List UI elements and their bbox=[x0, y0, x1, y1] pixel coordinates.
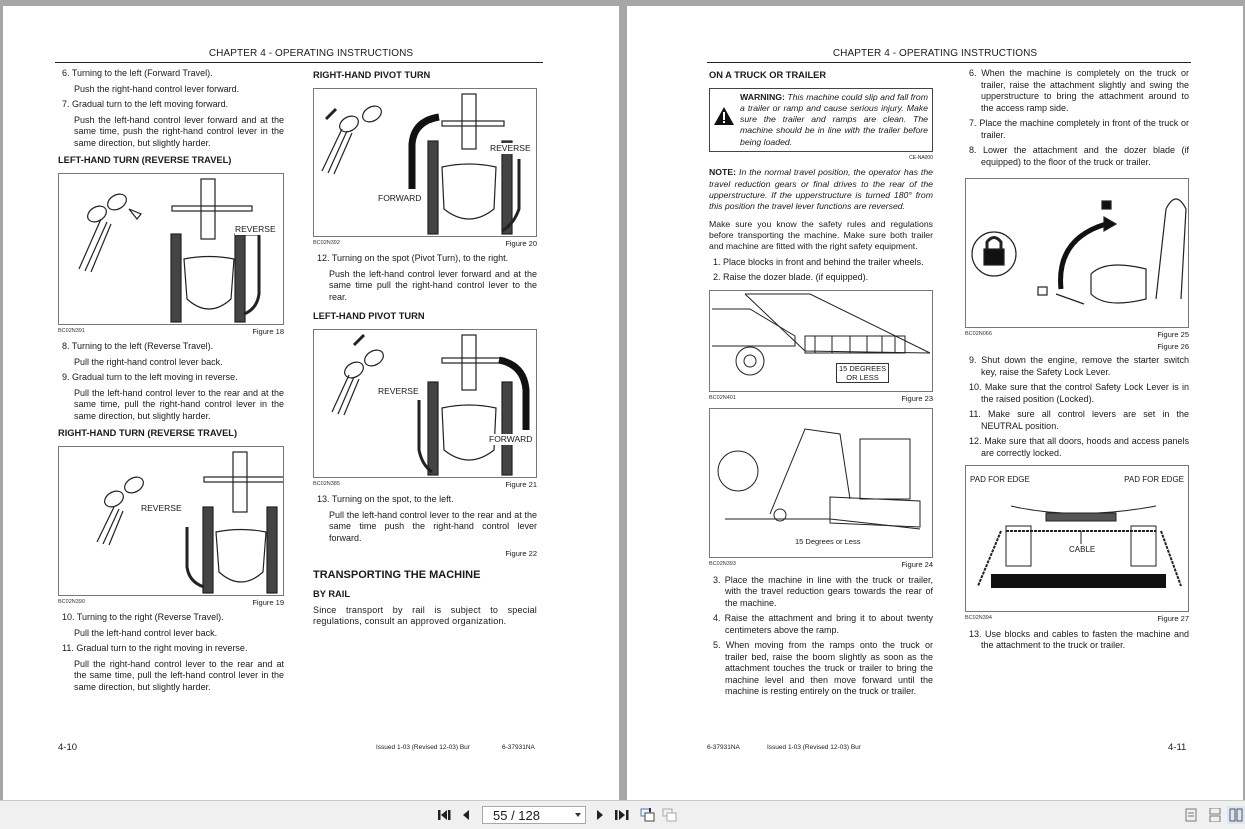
next-page-button[interactable] bbox=[594, 806, 606, 824]
chevron-down-icon bbox=[575, 813, 581, 817]
figure-24 bbox=[709, 408, 933, 558]
cable-label: CABLE bbox=[1069, 545, 1096, 554]
header-rule bbox=[707, 62, 1191, 63]
figure-27 bbox=[965, 465, 1189, 612]
warning-code: CE-NA000 bbox=[909, 154, 933, 161]
viewer-toolbar bbox=[0, 800, 1245, 829]
continuous-view-button[interactable] bbox=[1207, 806, 1223, 824]
label-reverse: REVERSE bbox=[490, 142, 531, 153]
step-6: 6. Turning to the left (Forward Travel). bbox=[62, 68, 213, 78]
subheading-truck-trailer: ON A TRUCK OR TRAILER bbox=[709, 70, 827, 80]
footer-issued: Issued 1-03 (Revised 12-03) Bur bbox=[767, 744, 861, 751]
ramp-angle-diagram bbox=[710, 291, 932, 391]
figure-21-caption: BC02N385 Figure 21 bbox=[313, 479, 537, 489]
previous-view-icon bbox=[640, 807, 656, 823]
figure-18-caption: BC02N391 Figure 18 bbox=[58, 326, 284, 336]
figure-26-caption: Figure 26 bbox=[1157, 341, 1189, 351]
rail-text: Since transport by rail is subject to special regulations, consult an approved organization. bbox=[313, 604, 537, 626]
step-2: 2. Raise the dozer blade. (if equipped). bbox=[713, 272, 869, 283]
warning-label: WARNING: bbox=[740, 91, 785, 102]
excavator-pivot-diagram bbox=[314, 89, 536, 236]
step-9-body: Pull the left-hand control lever to the rear and at the same time, pull the right-hand control lever in the same direction, but slightly harder. bbox=[74, 387, 284, 421]
machine-tie-down-diagram bbox=[966, 466, 1188, 611]
subheading-by-rail: BY RAIL bbox=[313, 589, 351, 599]
figure-24-caption: BC02N393 Figure 24 bbox=[709, 560, 933, 570]
subheading-left-hand-pivot: LEFT-HAND PIVOT TURN bbox=[313, 311, 425, 321]
section-heading-transporting: TRANSPORTING THE MACHINE bbox=[313, 568, 481, 581]
figure-23-caption: BC02N401 Figure 23 bbox=[709, 393, 933, 403]
intro-text: Make sure you know the safety rules and regulations before transporting the machine. Make sure both trailer and machine are fitted with the right safety equipment. bbox=[709, 218, 933, 252]
warning-icon bbox=[714, 107, 734, 125]
left-column-2 bbox=[313, 68, 537, 628]
two-page-icon bbox=[1229, 808, 1243, 822]
single-page-view-button[interactable] bbox=[1183, 806, 1199, 824]
step-12: 12. Turning on the spot (Pivot Turn), to the right. bbox=[317, 253, 509, 263]
previous-page-icon bbox=[462, 809, 470, 821]
next-page-icon bbox=[596, 809, 604, 821]
first-page-icon bbox=[438, 809, 452, 821]
step-6: 6. When the machine is completely on the truck or trailer, raise the attachment slightly and swing the upperstructure to bring the attachment around to the access ramp side. bbox=[969, 68, 1189, 113]
figure-21 bbox=[313, 329, 537, 478]
figure-20-caption: BC02N392 Figure 20 bbox=[313, 238, 537, 248]
warning-box bbox=[709, 88, 933, 152]
page-number-select[interactable] bbox=[482, 806, 586, 824]
pad-for-edge-left-label: PAD FOR EDGE bbox=[970, 475, 1030, 484]
label-reverse: REVERSE bbox=[235, 223, 276, 234]
figure-19 bbox=[58, 446, 284, 596]
label-forward: FORWARD bbox=[378, 192, 422, 203]
step-11: 11. Gradual turn to the right moving in reverse. bbox=[62, 643, 248, 653]
step-13-body: Pull the left-hand control lever to the rear and at the same time push the right-hand control lever forward. bbox=[329, 509, 537, 543]
label-reverse: REVERSE bbox=[378, 385, 419, 396]
step-11-body: Pull the right-hand control lever to the rear and at the same time, pull the left-hand control lever in the same direction, but slightly harder. bbox=[74, 658, 284, 692]
excavator-control-diagram bbox=[59, 447, 283, 595]
angle-label: 15 Degrees or Less bbox=[795, 537, 861, 547]
figure-18 bbox=[58, 173, 284, 325]
chapter-header: CHAPTER 4 - OPERATING INSTRUCTIONS bbox=[208, 48, 414, 59]
step-7: 7. Place the machine completely in front of the truck or trailer. bbox=[969, 118, 1189, 140]
step-7-body: Push the left-hand control lever forward and at the same time, push the right-hand control lever in the same direction, but slightly harder. bbox=[74, 114, 284, 148]
step-10: 10. Turning to the right (Reverse Travel). bbox=[62, 612, 224, 622]
excavator-pivot-diagram bbox=[314, 330, 536, 477]
label-forward: FORWARD bbox=[489, 433, 533, 444]
left-column-1 bbox=[58, 68, 284, 697]
step-8: 8. Lower the attachment and the dozer blade (if equipped) to the floor of the truck or trailer. bbox=[969, 145, 1189, 167]
footer-issued: Issued 1-03 (Revised 12-03) Bur bbox=[376, 744, 470, 751]
pad-for-edge-right-label: PAD FOR EDGE bbox=[1124, 475, 1184, 484]
right-column-2 bbox=[965, 68, 1189, 656]
header-rule bbox=[55, 62, 543, 63]
figure-25-caption: BC02N066 Figure 25 bbox=[965, 330, 1189, 339]
footer-doc-code: 6-37931NA bbox=[707, 744, 740, 751]
step-5: 5. When moving from the ramps onto the truck or trailer bed, raise the boom slightly as soon as the attachment touches the truck or trailer to bring the machine level and then move forward until the machine is resting entirely on the truck or trailer. bbox=[713, 640, 933, 697]
figure-20 bbox=[313, 88, 537, 237]
previous-page-button[interactable] bbox=[460, 806, 472, 824]
right-column-1 bbox=[709, 68, 933, 702]
subheading-right-hand-pivot: RIGHT-HAND PIVOT TURN bbox=[313, 70, 431, 80]
excavator-control-diagram bbox=[59, 174, 283, 324]
subheading-right-hand-turn-reverse: RIGHT-HAND TURN (REVERSE TRAVEL) bbox=[58, 428, 238, 438]
step-7: 7. Gradual turn to the left moving forward. bbox=[62, 99, 229, 109]
page-number: 4-11 bbox=[1168, 742, 1187, 753]
step-1: 1. Place blocks in front and behind the trailer wheels. bbox=[713, 256, 924, 267]
page-number: 4-10 bbox=[58, 742, 78, 753]
step-11: 11. Make sure all control levers are set in the NEUTRAL position. bbox=[969, 409, 1189, 431]
step-12-body: Push the left-hand control lever forward and at the same time pull the right-hand control lever to the rear. bbox=[329, 268, 537, 302]
step-12: 12. Make sure that all doors, hoods and access panels are correctly locked. bbox=[969, 436, 1189, 458]
step-4: 4. Raise the attachment and bring it to about twenty centimeters above the ramp. bbox=[713, 613, 933, 635]
label-reverse: REVERSE bbox=[141, 502, 182, 513]
current-page-value: 55 / 128 bbox=[493, 807, 540, 823]
next-view-icon bbox=[662, 807, 678, 823]
step-10: 10. Make sure that the control Safety Lock Lever is in the raised position (Locked). bbox=[969, 382, 1189, 404]
chapter-header: CHAPTER 4 - OPERATING INSTRUCTIONS bbox=[832, 48, 1038, 59]
step-6-body: Push the right-hand control lever forward. bbox=[74, 83, 240, 94]
document-page-right bbox=[627, 6, 1243, 800]
footer-doc-code: 6-37931NA bbox=[502, 744, 535, 751]
step-3: 3. Place the machine in line with the truck or trailer, with the travel reduction gears towards the rear of the machine. bbox=[713, 574, 933, 608]
figure-22-caption: Figure 22 bbox=[505, 549, 537, 558]
note: NOTE: In the normal travel position, the operator has the travel reduction gears or final drives to the rear of the upperstructure. If the upperstructure is turned 180° from this position the travel lever functions are reversed. bbox=[709, 167, 933, 212]
loading-excavator-diagram bbox=[710, 409, 932, 557]
angle-label: 15 DEGREES OR LESS bbox=[836, 363, 889, 383]
step-9: 9. Gradual turn to the left moving in reverse. bbox=[62, 372, 238, 382]
go-back-view-button[interactable] bbox=[639, 806, 657, 824]
figure-23 bbox=[709, 290, 933, 392]
single-page-icon bbox=[1185, 808, 1197, 822]
step-13: 13. Use blocks and cables to fasten the machine and the attachment to the truck or trailer. bbox=[969, 628, 1189, 650]
go-forward-view-button[interactable] bbox=[661, 806, 679, 824]
last-page-icon bbox=[615, 809, 629, 821]
figure-25 bbox=[965, 178, 1189, 328]
document-page-left bbox=[3, 6, 619, 800]
step-8: 8. Turning to the left (Reverse Travel). bbox=[62, 341, 214, 351]
first-page-button[interactable] bbox=[437, 806, 453, 824]
step-10-body: Pull the left-hand control lever back. bbox=[74, 627, 218, 638]
step-13: 13. Turning on the spot, to the left. bbox=[317, 494, 454, 504]
step-9: 9. Shut down the engine, remove the starter switch key, raise the Safety Lock Lever. bbox=[969, 355, 1189, 377]
last-page-button[interactable] bbox=[614, 806, 630, 824]
figure-27-caption: BC02N394 Figure 27 bbox=[965, 614, 1189, 623]
two-page-view-button[interactable] bbox=[1227, 806, 1245, 824]
step-8-body: Pull the right-hand control lever back. bbox=[74, 356, 223, 367]
subheading-left-hand-turn-reverse: LEFT-HAND TURN (REVERSE TRAVEL) bbox=[58, 155, 232, 165]
warning-text: This machine could slip and fall from a trailer or ramp and cause serious injury. Make sure the trailer and ramps are clean. The machine should be in line with the trailer before being loaded. bbox=[740, 91, 929, 147]
safety-lock-lever-diagram bbox=[966, 179, 1188, 327]
continuous-page-icon bbox=[1209, 808, 1221, 822]
figure-19-caption: BC02N390 Figure 19 bbox=[58, 597, 284, 607]
